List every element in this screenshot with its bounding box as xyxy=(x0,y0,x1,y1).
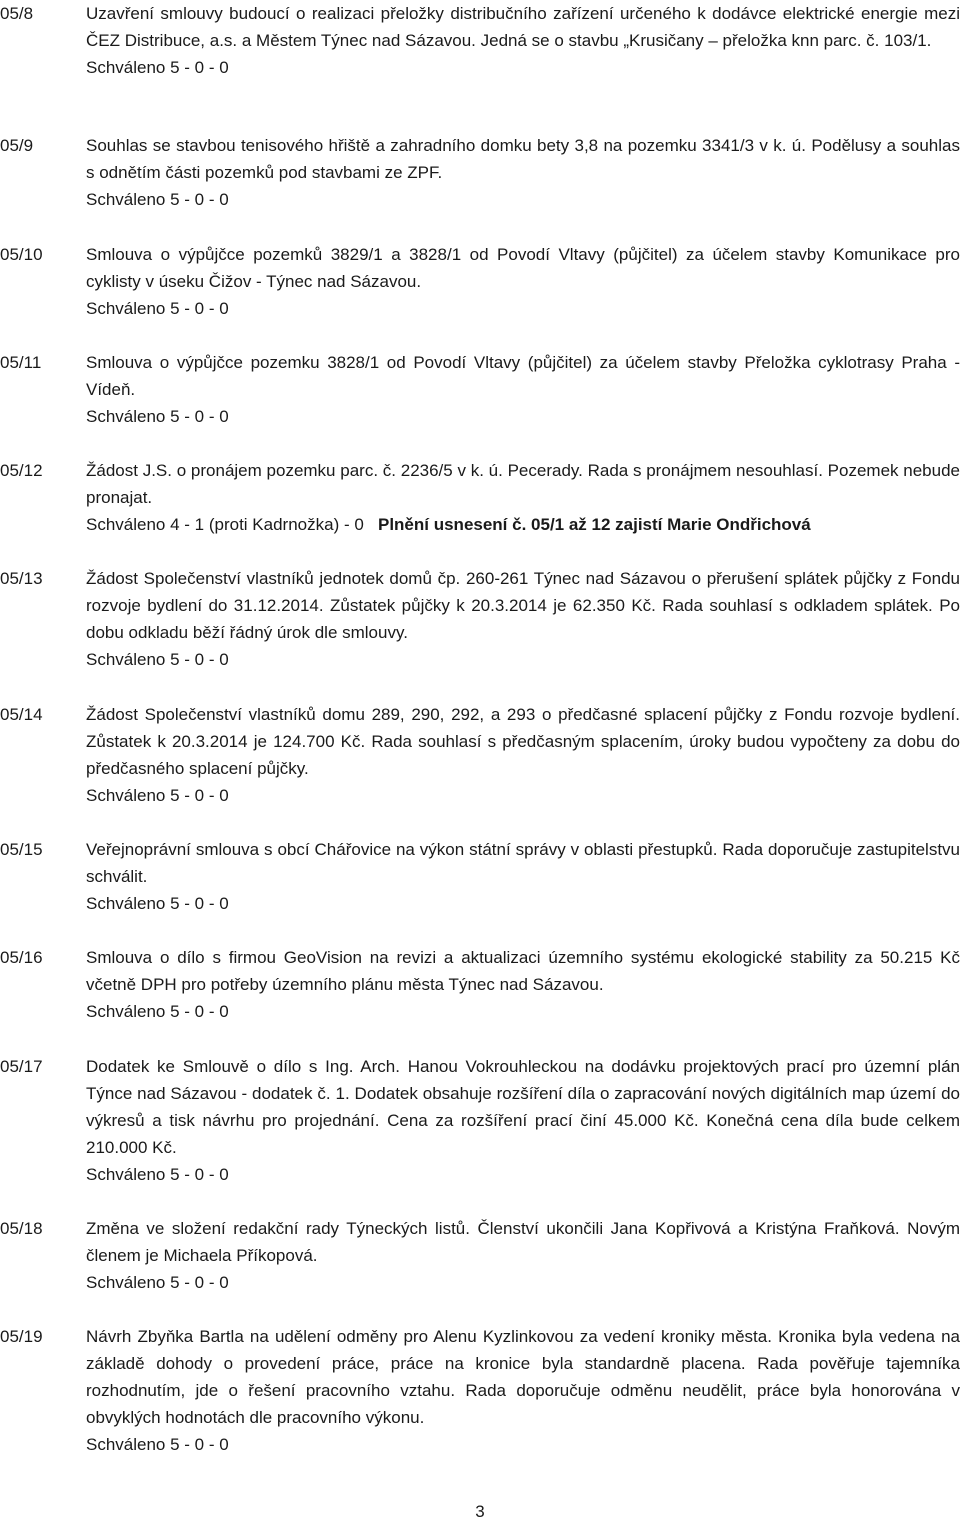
resolution-number: 05/16 xyxy=(0,948,43,967)
resolution-result: Schváleno 5 - 0 - 0 xyxy=(86,786,229,805)
resolution-result: Schváleno 5 - 0 - 0 xyxy=(86,894,229,913)
resolution-result: Schváleno 4 - 1 (proti Kadrnožka) - 0 xyxy=(86,515,364,534)
resolution-number: 05/18 xyxy=(0,1219,43,1238)
resolution-content xyxy=(86,836,960,917)
resolution-content xyxy=(86,1323,960,1458)
resolution-result: Schváleno 5 - 0 - 0 xyxy=(86,58,229,77)
resolution-number: 05/14 xyxy=(0,705,43,724)
resolution-number: 05/13 xyxy=(0,569,43,588)
resolution-content xyxy=(86,1215,960,1296)
resolution-content xyxy=(86,0,960,81)
fulfillment-note: Plnění usnesení č. 05/1 až 12 zajistí Marie Ondřichová xyxy=(377,515,811,534)
resolution-text: Změna ve složení redakční rady Týneckých listů. Členství ukončili Jana Kopřivová a Kristýna Fraňková. Novým členem je Michaela Příkopová. xyxy=(86,1219,960,1265)
resolution-number: 05/17 xyxy=(0,1057,43,1076)
resolution-content xyxy=(86,132,960,213)
resolution-result: Schváleno 5 - 0 - 0 xyxy=(86,650,229,669)
resolution-number: 05/8 xyxy=(0,4,34,23)
resolution-number: 05/9 xyxy=(0,136,34,155)
resolution-result: Schváleno 5 - 0 - 0 xyxy=(86,1002,229,1021)
resolution-content xyxy=(86,944,960,1025)
resolution-text: Smlouva o výpůjčce pozemků 3829/1 a 3828/1 od Povodí Vltavy (půjčitel) za účelem stavby Komunikace pro cyklisty v úseku Čižov - Týnec nad Sázavou. xyxy=(86,245,960,291)
resolution-text: Smlouva o dílo s firmou GeoVision na revizi a aktualizaci územního systému ekologické stability za 50.215 Kč včetně DPH pro potřeby územního plánu města Týnec nad Sázavou. xyxy=(86,948,960,994)
resolution-result: Schváleno 5 - 0 - 0 xyxy=(86,1273,229,1292)
resolution-content xyxy=(86,241,960,322)
resolution-result: Schváleno 5 - 0 - 0 xyxy=(86,1165,229,1184)
resolution-number: 05/12 xyxy=(0,461,43,480)
resolution-number: 05/10 xyxy=(0,245,43,264)
resolution-content xyxy=(86,565,960,673)
resolution-text: Dodatek ke Smlouvě o dílo s Ing. Arch. Hanou Vokrouhleckou na dodávku projektových prací pro územní plán Týnce nad Sázavou - dodatek č. 1. Dodatek obsahuje rozšíření díla o zapracování nových digitálních map území do výkresů a tisk návrhu pro projednání. Cena za rozšíření prací činí 45.000 Kč. Konečná cena díla bude celkem 210.000 Kč. xyxy=(86,1057,960,1157)
resolution-text: Veřejnoprávní smlouva s obcí Chářovice na výkon státní správy v oblasti přestupků. Rada doporučuje zastupitelstvu schválit. xyxy=(86,840,960,886)
resolution-text: Návrh Zbyňka Bartla na udělení odměny pro Alenu Kyzlinkovou za vedení kroniky města. Kronika byla vedena na základě dohody o provedení práce, práce na kronice byla standardně placena. Rada pověřuje tajemníka rozhodnutím, jde o řešení pracovního vztahu. Rada doporučuje odměnu neudělit, práce byla honorována v obvyklých hodnotách dle pracovního výkonu. xyxy=(86,1327,960,1427)
resolution-text: Žádost J.S. o pronájem pozemku parc. č. 2236/5 v k. ú. Pecerady. Rada s pronájmem nesouhlasí. Pozemek nebude pronajat. xyxy=(86,461,960,507)
resolution-result: Schváleno 5 - 0 - 0 xyxy=(86,190,229,209)
resolution-content xyxy=(86,701,960,809)
resolution-number: 05/11 xyxy=(0,353,42,372)
resolution-text: Uzavření smlouvy budoucí o realizaci přeložky distribučního zařízení určeného k dodávce elektrické energie mezi ČEZ Distribuce, a.s. a Městem Týnec nad Sázavou. Jedná se o stavbu „Krusičany – přeložka knn parc. č. 103/1. xyxy=(86,4,960,50)
resolution-result: Schváleno 5 - 0 - 0 xyxy=(86,1435,229,1454)
resolution-result: Schváleno 5 - 0 - 0 xyxy=(86,299,229,318)
resolution-text: Souhlas se stavbou tenisového hřiště a zahradního domku bety 3,8 na pozemku 3341/3 v k. ú. Podělusy a souhlas s odnětím části pozemků pod stavbami ze ZPF. xyxy=(86,136,960,182)
resolution-text: Žádost Společenství vlastníků jednotek domů čp. 260-261 Týnec nad Sázavou o přerušení splátek půjčky z Fondu rozvoje bydlení do 31.12.2014. Zůstatek půjčky k 20.3.2014 je 62.350 Kč. Rada souhlasí s odkladem splátek. Po dobu odkladu běží řádný úrok dle smlouvy. xyxy=(86,569,960,642)
resolution-content xyxy=(86,349,960,430)
resolution-number: 05/19 xyxy=(0,1327,43,1346)
resolution-content xyxy=(86,457,960,538)
resolution-result: Schváleno 5 - 0 - 0 xyxy=(86,407,229,426)
resolution-result-line xyxy=(86,511,960,538)
page-number: 3 xyxy=(475,1502,485,1521)
resolution-text: Smlouva o výpůjčce pozemku 3828/1 od Povodí Vltavy (půjčitel) za účelem stavby Přeložka cyklotrasy Praha - Vídeň. xyxy=(86,353,960,399)
resolution-number: 05/15 xyxy=(0,840,43,859)
resolution-text: Žádost Společenství vlastníků domu 289, 290, 292, a 293 o předčasné splacení půjčky z Fondu rozvoje bydlení. Zůstatek k 20.3.2014 je 124.700 Kč. Rada souhlasí s předčasným splacením, úroky budou vypočteny za dobu do předčasného splacení půjčky. xyxy=(86,705,960,778)
resolution-content xyxy=(86,1053,960,1188)
